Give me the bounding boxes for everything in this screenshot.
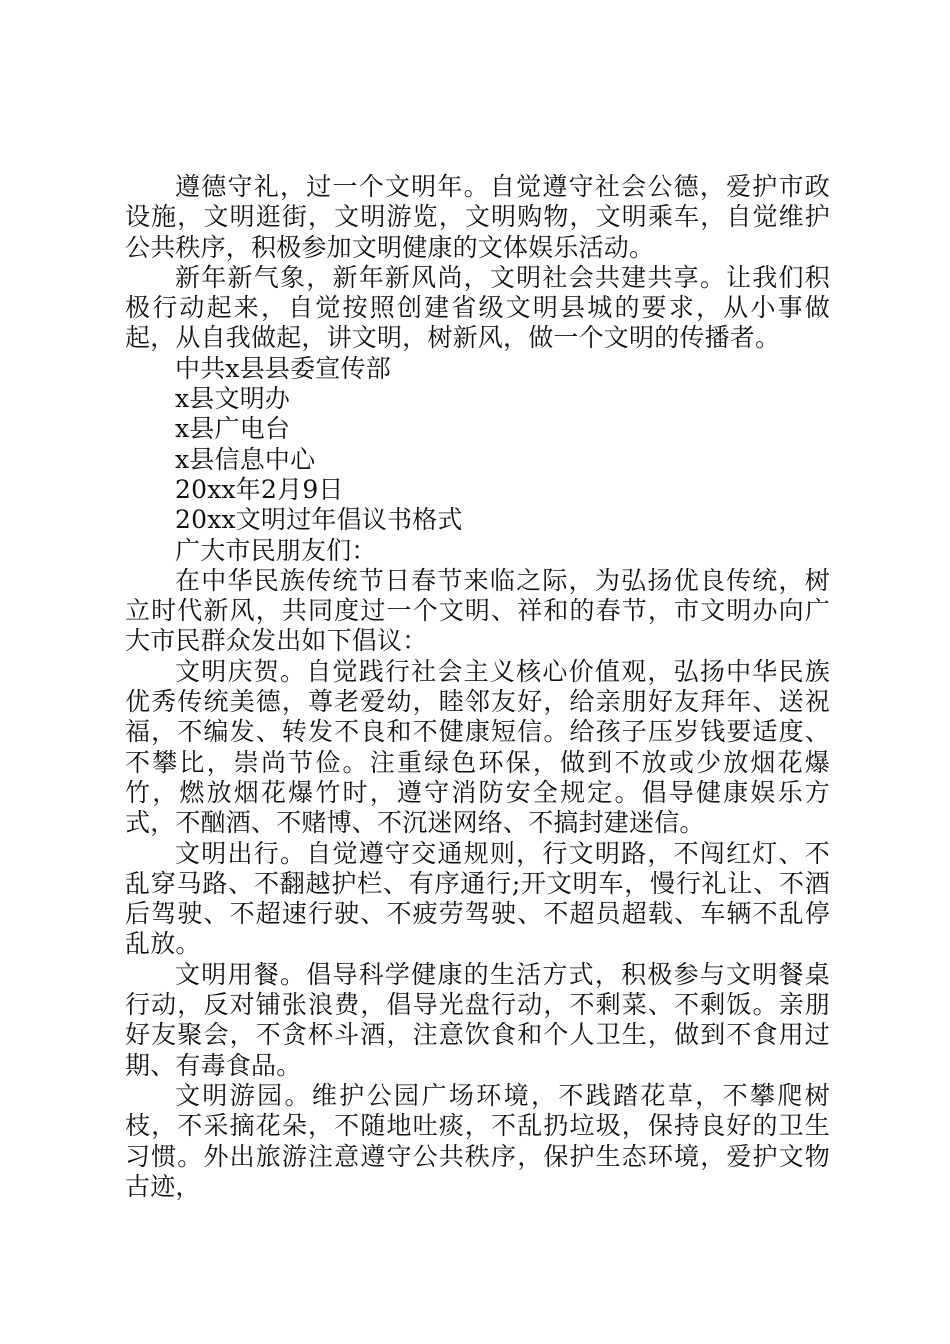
paragraph-dining: 文明用餐。倡导科学健康的生活方式，积极参与文明餐桌行动，反对铺张浪费，倡导光盘行动，不剩菜、不剩饭。亲朋好友聚会，不贪杯斗酒，注意饮食和个人卫生，做到不食用过期、有毒食品。 <box>125 959 830 1080</box>
paragraph-travel: 文明出行。自觉遵守交通规则，行文明路，不闯红灯、不乱穿马路、不翻越护栏、有序通行;开文明车，慢行礼让、不酒后驾驶、不超速行驶、不疲劳驾驶、不超员超载、车辆不乱停乱放。 <box>125 838 830 959</box>
paragraph-courtesy: 遵德守礼，过一个文明年。自觉遵守社会公德，爱护市政设施，文明逛街，文明游览，文明购物，文明乘车，自觉维护公共秩序，积极参加文明健康的文体娱乐活动。 <box>125 172 830 262</box>
signature-civilization-office: x县文明办 <box>175 384 291 414</box>
salutation: 广大市民朋友们： <box>175 535 377 565</box>
paragraph-park: 文明游园。维护公园广场环境，不践踏花草，不攀爬树枝，不采摘花朵，不随地吐痰，不乱扔垃圾，保持良好的卫生习惯。外出旅游注意遵守公共秩序，保护生态环境，爱护文物古迹， <box>125 1080 830 1201</box>
document-body <box>125 172 830 1202</box>
paragraph-new-year: 新年新气象，新年新风尚，文明社会共建共享。让我们积极行动起来，自觉按照创建省级文明县城的要求，从小事做起，从自我做起，讲文明，树新风，做一个文明的传播者。 <box>125 262 830 353</box>
signature-info-center: x县信息中心 <box>175 444 316 474</box>
section-title: 20xx文明过年倡议书格式 <box>175 505 463 535</box>
paragraph-intro: 在中华民族传统节日春节来临之际，为弘扬优良传统，树立时代新风，共同度过一个文明、祥和的春节，市文明办向广大市民群众发出如下倡议： <box>125 565 830 656</box>
paragraph-celebration: 文明庆贺。自觉践行社会主义核心价值观，弘扬中华民族优秀传统美德，尊老爱幼，睦邻友好，给亲朋好友拜年、送祝福，不编发、转发不良和不健康短信。给孩子压岁钱要适度、不攀比，崇尚节俭。注重绿色环保，做到不放或少放烟花爆竹，燃放烟花爆竹时，遵守消防安全规定。倡导健康娱乐方式，不酗酒、不赌博、不沉迷网络、不搞封建迷信。 <box>125 656 830 838</box>
signature-broadcast-station: x县广电台 <box>175 414 291 444</box>
signature-date: 20xx年2月9日 <box>175 474 344 504</box>
signature-publicity-dept: 中共x县县委宣传部 <box>175 353 391 383</box>
